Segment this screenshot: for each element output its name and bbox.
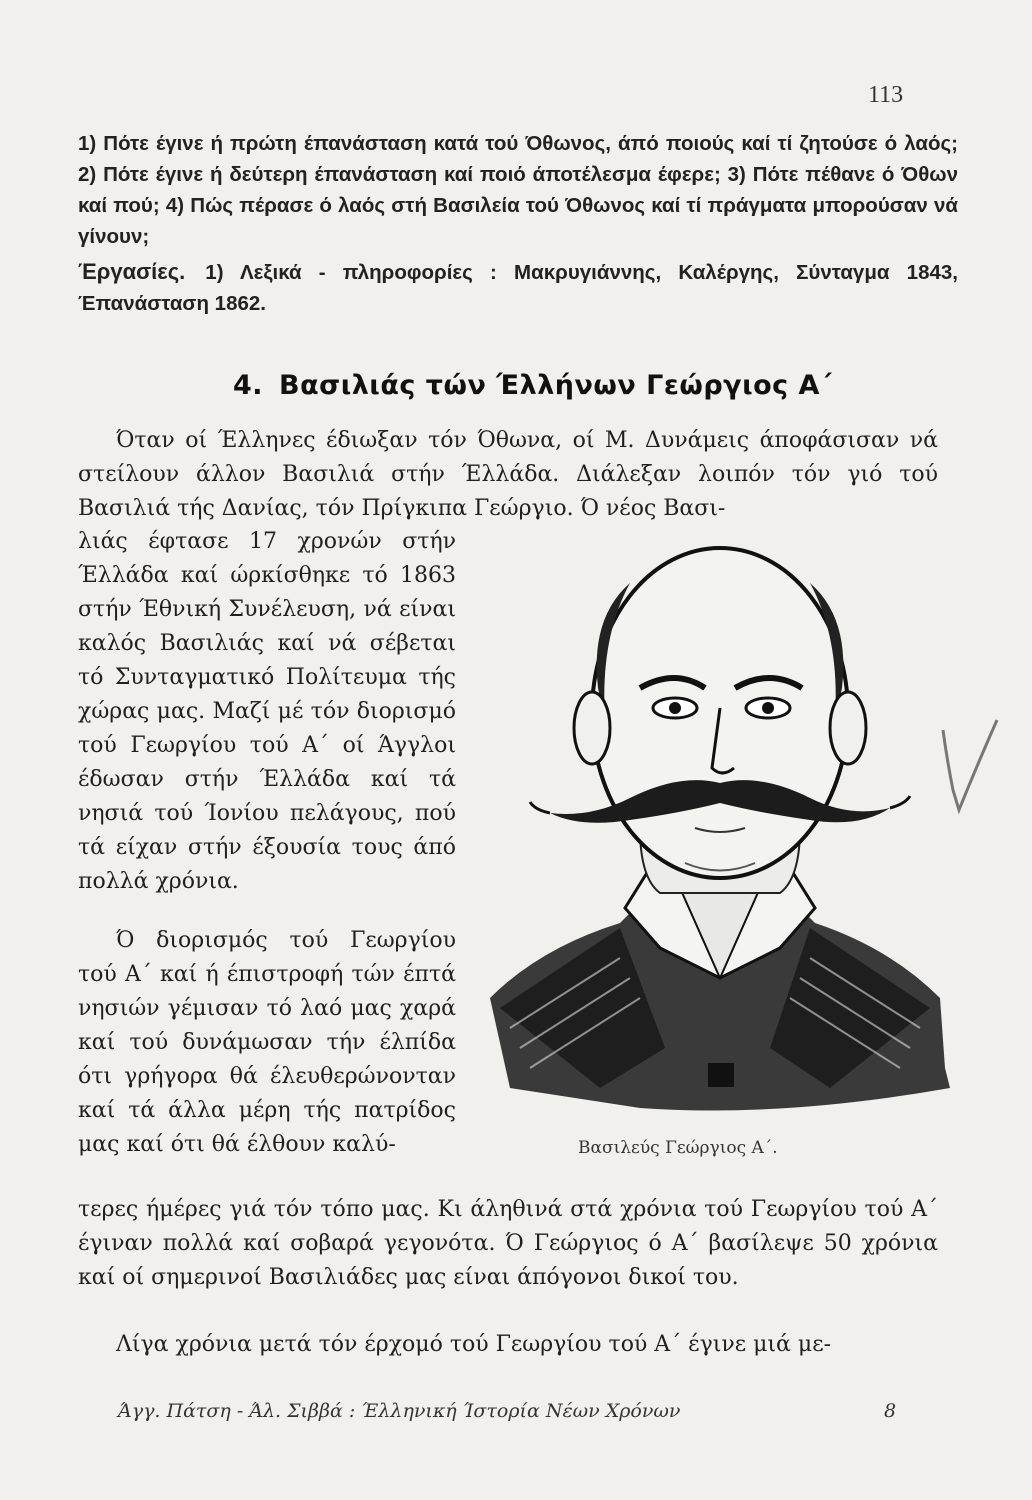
footer-sheet-number: 8 <box>884 1400 897 1422</box>
column-paragraph-1: λιάς έφτασε 17 χρονών στήν Έλλάδα καί ώρκίσθηκε τό 1863 στήν Έθνική Συνέλευση, νά είναι καλός Βασιλιάς καί νά σέβεται τό Συνταγματικό Πολίτευμα τής χώρας μας. Μαζί μέ τόν διορισμό τού Γεωργίου τού Α΄ οί Άγγλοι έδωσαν στήν Έλλάδα καί τά νησιά τού Ίονίου πελάγους, πού τά είχαν στήν έξουσία τους άπό πολλά χρόνια. <box>78 529 456 894</box>
king-george-portrait <box>480 528 950 1128</box>
review-questions: 1) Πότε έγινε ή πρώτη έπανάσταση κατά τού Όθωνος, άπό ποιούς καί τί ζητούσε ό λαός; 2) Πότε έγινε ή δεύτερη έπανάσταση καί ποιό άποτέλεσμα έφερε; 3) Πότε πέθανε ό Όθων καί πού; 4) Πώς πέρασε ό λαός στή Βασιλεία τού Όθωνος καί τί πράγματα μπορούσαν νά γίνουν; <box>78 132 958 248</box>
tasks-block <box>78 256 958 319</box>
intro-paragraph: Όταν οί Έλληνες έδιωξαν τόν Όθωνα, οί Μ. Δυνάμεις άποφάσισαν νά στείλουν άλλον Βασιλιά στήν Έλλάδα. Διάλεξαν λοιπόν τόν γιό τού Βασιλιά τής Δανίας, τόν Πρίγκιπα Γεώργιο. Ό νέος Βασι- <box>78 428 938 521</box>
section-heading <box>233 370 832 401</box>
section-number: 4. <box>233 370 264 401</box>
continuing-paragraph: Λίγα χρόνια μετά τόν έρχομό τού Γεωργίου τού Α΄ έγινε μιά με- <box>116 1332 832 1357</box>
handwritten-check-mark <box>935 710 1015 850</box>
section-title: Βασιλιάς τών Έλλήνων Γεώργιος Α΄ <box>279 370 833 401</box>
tasks-text: 1) Λεξικά - πληροφορίες : Μακρυγιάννης, Καλέργης, Σύνταγμα 1843, Έπανάσταση 1862. <box>78 261 958 315</box>
after-image-paragraph: τερες ήμέρες γιά τόν τόπο μας. Κι άληθινά στά χρόνια τού Γεωργίου τού Α΄ έγιναν πολλά καί σοβαρά γεγονότα. Ό Γεώργιος ό Α΄ βασίλεψε 50 χρόνια καί οί σημερινοί Βασιλιάδες μας είναι άπόγονοι δικοί του. <box>78 1197 938 1290</box>
column-paragraph-2: Ό διορισμός τού Γεωργίου τού Α΄ καί ή έπιστροφή τών έπτά νησιών γέμισαν τό λαό μας χαρά καί τού δυνάμωσαν τήν έλπίδα ότι γρήγορα θά έλευθερώνονταν καί τά άλλα μέρη τής πατρίδος μας καί ότι θά έλθουν καλύ- <box>78 928 456 1157</box>
tasks-label: Έργασίες. <box>78 259 186 284</box>
footer <box>118 1400 898 1422</box>
portrait-caption: Βασιλεύς Γεώργιος Α΄. <box>578 1138 778 1158</box>
page-number: 113 <box>868 82 904 108</box>
footer-text: Άγγ. Πάτση - Άλ. Σιββά : Έλληνική Ίστορία Νέων Χρόνων <box>118 1400 681 1422</box>
